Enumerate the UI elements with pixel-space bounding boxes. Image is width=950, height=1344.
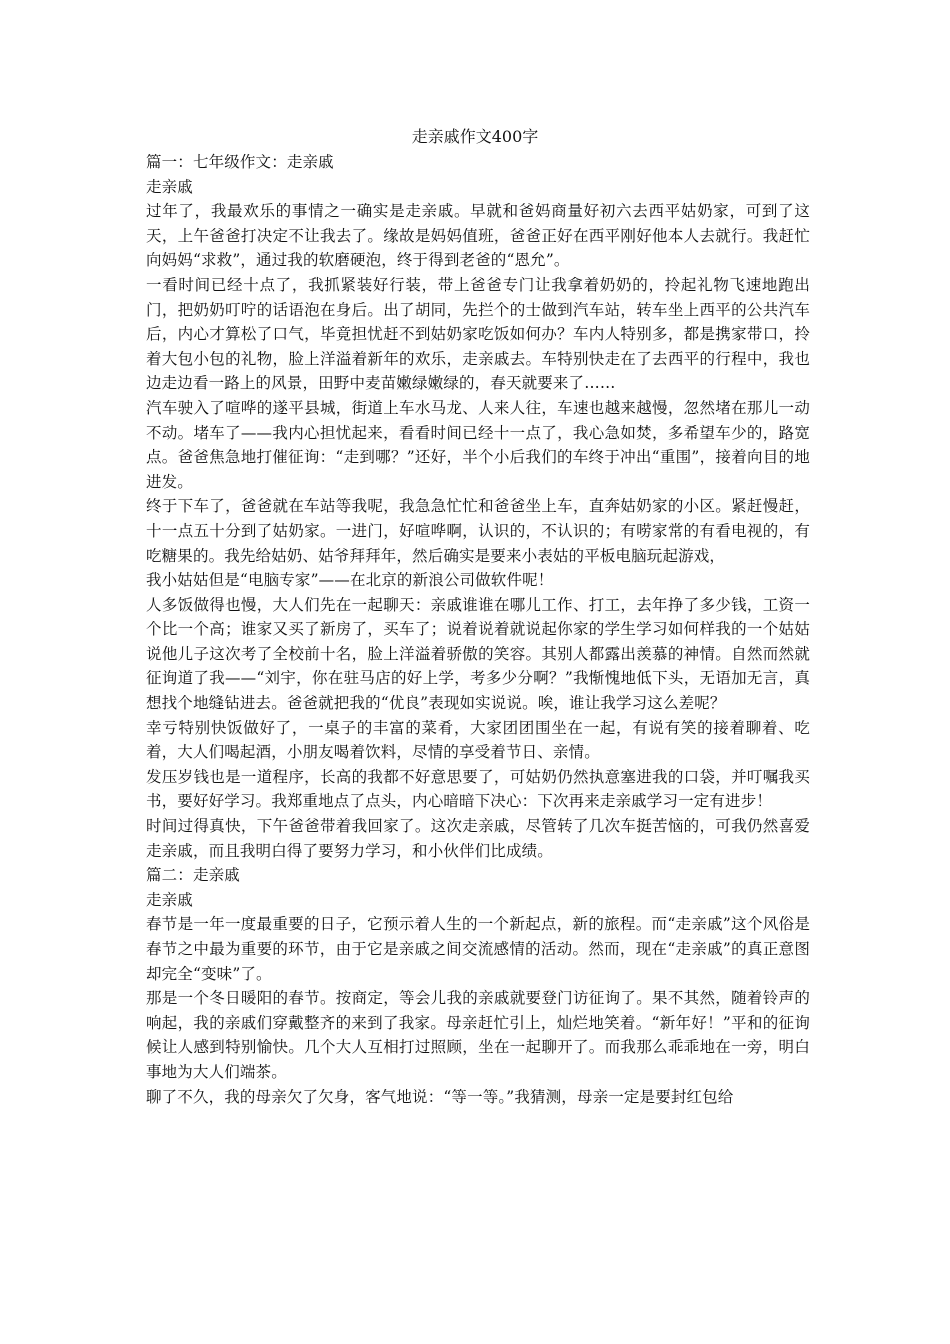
paragraph: 时间过得真快，下午爸爸带着我回家了。这次走亲戚，尽管转了几次车挺苦恼的，可我仍然喜爱走亲戚，而且我明白得了要努力学习，和小伙伴们比成绩。: [146, 817, 810, 860]
essay-title-2: 走亲戚: [146, 890, 193, 909]
paragraph: 那是一个冬日暖阳的春节。按商定，等会儿我的亲戚就要登门访征询了。果不其然，随着铃声的响起，我的亲戚们穿戴整齐的来到了我家。母亲赶忙引上，灿烂地笑着。“新年好！”平和的征询候让人感到特别愉快。几个大人互相打过照顾，坐在一起聊开了。而我那么乖乖地在一旁，明白事地为大人们端茶。: [146, 989, 810, 1081]
paragraph: 汽车驶入了喧哗的遂平县城，街道上车水马龙、人来人往，车速也越来越慢，忽然堵在那儿一动不动。堵车了——我内心担忧起来，看看时间已经十一点了，我心急如焚，多希望车少的，路宽点。爸爸焦急地打催征询：“走到哪？”还好，半个小后我们的车终于冲出“重围”，接着向目的地进发。: [146, 398, 810, 491]
paragraph: 发压岁钱也是一道程序，长高的我都不好意思要了，可姑奶仍然执意塞进我的口袋，并叮嘱我买书，要好好学习。我郑重地点了点头，内心暗暗下决心：下次再来走亲戚学习一定有进步！: [146, 767, 810, 811]
paragraph: 一看时间已经十点了，我抓紧装好行装，带上爸爸专门让我拿着奶奶的，拎起礼物飞速地跑出门，把奶奶叮咛的话语泡在身后。出了胡同，先拦个的士做到汽车站，转车坐上西平的公共汽车后，内心才算松了口气，毕竟担忧赶不到姑奶家吃饭如何办？车内人特别多，都是携家带口，拎着大包小包的礼物，脸上洋溢着新年的欢乐，走亲戚去。车特别快走在了去西平的行程中，我也边走边看一路上的风景，田野中麦苗嫩绿嫩绿的，春天就要来了……: [146, 275, 810, 393]
paragraph: 聊了不久，我的母亲欠了欠身，客气地说：“等一等。”我猜测，母亲一定是要封红包给: [146, 1087, 734, 1106]
paragraph: 春节是一年一度最重要的日子，它预示着人生的一个新起点，新的旅程。而“走亲戚”这个风俗是春节之中最为重要的环节，由于它是亲戚之间交流感情的活动。然而，现在“走亲戚”的真正意图却完全“变味”了。: [146, 915, 810, 983]
section-heading-1: 篇一：七年级作文：走亲戚: [146, 153, 334, 171]
document-title: 走亲戚作文400字: [411, 127, 539, 146]
paragraph: 终于下车了，爸爸就在车站等我呢，我急急忙忙和爸爸坐上车，直奔姑奶家的小区。紧赶慢赶，十一点五十分到了姑奶家。一进门，好喧哗啊，认识的，不认识的；有唠家常的有看电视的，有吃糖果的。我先给姑奶、姑爷拜拜年，然后确实是要来小表姑的平板电脑玩起游戏，: [146, 497, 810, 565]
document-body: [146, 150, 810, 1109]
paragraph: 人多饭做得也慢，大人们先在一起聊天：亲戚谁谁在哪儿工作、打工，去年挣了多少钱，工资一个比一个高；谁家又买了新房了，买车了；说着说着就说起你家的学生学习如何样我的一个姑姑说他儿子这次考了全校前十名，脸上洋溢着骄傲的笑容。其别人都露出羡慕的神情。自然而然就征询道了我——“刘宇，你在驻马店的好上学，考多少分啊？”我惭愧地低下头，无语加无言，真想找个地缝钻进去。爸爸就把我的“优良”表现如实说说。唉，谁让我学习这么差呢？: [146, 595, 810, 713]
section-heading-2: 篇二：走亲戚: [146, 866, 240, 885]
paragraph: 我小姑姑但是“电脑专家”——在北京的新浪公司做软件呢！: [146, 571, 554, 590]
essay-title-1: 走亲戚: [146, 177, 193, 196]
paragraph: 幸亏特别快饭做好了，一桌子的丰富的菜肴，大家团团围坐在一起，有说有笑的接着聊着、吃着，大人们喝起酒，小朋友喝着饮料，尽情的享受着节日、亲情。: [146, 718, 810, 762]
paragraph: 过年了，我最欢乐的事情之一确实是走亲戚。早就和爸妈商量好初六去西平姑奶家，可到了这天，上午爸爸打决定不让我去了。缘故是妈妈值班，爸爸正好在西平刚好他本人去就行。我赶忙向妈妈“求救”，通过我的软磨硬泡，终于得到老爸的“恩允”。: [146, 202, 810, 270]
